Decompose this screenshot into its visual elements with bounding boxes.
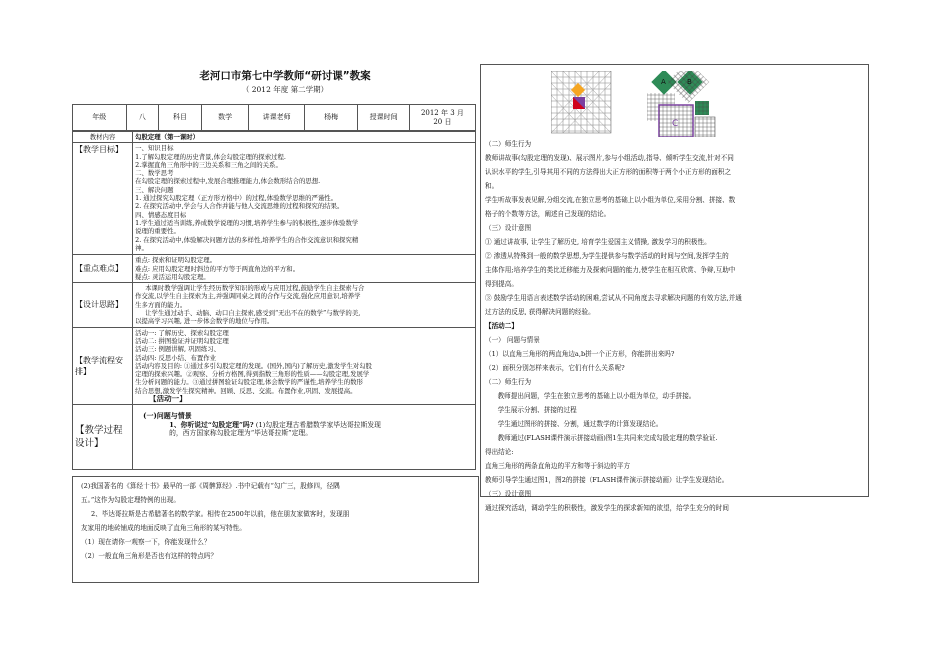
right-line: ② 渗透从特殊到一般的数学思想,为学生提供参与数学活动的时间与空间,发挥学生的 xyxy=(485,252,729,260)
right-line: 得出结论: xyxy=(485,448,514,456)
subject-label: 科目 xyxy=(159,105,202,131)
design-label: 【设计思路】 xyxy=(73,283,133,327)
process-content xyxy=(133,405,476,470)
content-label: 教材内容 xyxy=(73,132,133,143)
right-line: （一） 问题与情景 xyxy=(485,336,540,344)
right-line: 学生展示分割、拼接的过程 xyxy=(485,406,577,414)
right-line: 教师通过(FLASH课件演示拼接动画)图1生共同来完成勾股定理的数学验证. xyxy=(485,434,718,442)
content-title: 勾股定理（第一课时） xyxy=(133,132,476,143)
design-line: 作交流,以学生自主探索为主,并强调同桌之间的合作与交流,强化应用意识,培养学 xyxy=(135,292,361,301)
right-line: 过方法的反思, 获得解决问题的经验。 xyxy=(485,308,595,316)
right-line: 通过探究活动，调动学生的积极性，激发学生的探求新知的欲望，给学生充分的时间 xyxy=(485,504,729,512)
activity-2-label: 【活动二】 xyxy=(485,322,518,330)
bottom-line: 友家用的地砖铺成的地面反映了直角三角形的某写特性。 xyxy=(81,524,246,532)
design-line: 生多方面的能力。 xyxy=(135,300,187,309)
key-label: 【重点难点】 xyxy=(73,255,133,283)
flow-line: 活动三: 例题讲解, 巩固练习、 xyxy=(135,345,221,354)
process-question-1 xyxy=(135,421,473,429)
right-line: 认识水平的学生,引导其用不同的方法得出大正方形的面积等于两个小正方形的面积之 xyxy=(485,168,732,176)
right-line: 学生通过图形的拼接、分割，通过数学的计算发现结论。 xyxy=(485,420,663,428)
bottom-line: （1）现在请你一观察一下，你能发现什么？ xyxy=(81,538,211,546)
goals-line: 2.掌握直角三角形中的三边关系和三角之间的关系。 xyxy=(135,160,282,169)
design-line: 本课时教学强调让学生经历数学知识的形成与应用过程,鼓励学生自主探索与合 xyxy=(145,284,365,293)
process-heading: (一)问题与情景 xyxy=(143,411,192,421)
label-c: C xyxy=(672,119,679,129)
right-line: 教师引导学生通过图1，图2的拼接（FLASH课件演示拼接动画）让学生发现结论。 xyxy=(485,476,729,484)
goals-line: 四、情感态度目标 xyxy=(135,210,187,219)
subject-value: 数学 xyxy=(202,105,249,131)
goals-line: 1.了解勾股定理的历史背景,体会勾股定理的探索过程. xyxy=(135,152,286,161)
design-content xyxy=(133,283,476,327)
right-line: （二）师生行为 xyxy=(485,378,532,386)
goals-line: 在勾股定理的探索过程中,发展合理推理能力,体会数形结合的思想. xyxy=(135,177,321,186)
right-line: ③ 鼓励学生用语言表述数学活动的困难,尝试从不同角度去寻求解决问题的有效方法,并通 xyxy=(485,294,742,302)
key-line: 重点: 探索和证明勾股定理。 xyxy=(135,256,217,265)
right-line: 学生听故事发表见解,分组交流,在独立思考的基础上以小组为单位,采用分割、拼接、数 xyxy=(485,196,736,204)
date-value xyxy=(409,105,475,131)
right-line: （1）以直角三角形的两直角边a,b拼一个正方形，你能拼出来吗? xyxy=(485,350,675,358)
goals-label: 【教学目标】 xyxy=(73,143,133,255)
process-label: 【教学过程设计】 xyxy=(73,405,133,470)
right-line: 主体作用;培养学生的类比迁移能力及探索问题的能力,使学生在相互欣赏、争辩,互助中 xyxy=(485,266,736,274)
right-line: 教师讲故事(勾股定理的发现)、展示图片,参与小组活动,指导、倾听学生交流,针对不同 xyxy=(485,154,734,162)
goals-line: 三、解决问题 xyxy=(135,185,174,194)
goals-line: 二、数学思考 xyxy=(135,169,174,178)
grade-value: 八 xyxy=(126,105,159,131)
flow-line: 定理的探索兴趣。②观察、分析方格图,得到指数三角形的性质——勾股定理,发展学 xyxy=(135,370,370,379)
right-column xyxy=(480,64,869,512)
date-line-2: 20 日 xyxy=(433,117,452,126)
page-subtitle: （ 2012 年度 第二学期） xyxy=(241,85,329,94)
key-content xyxy=(133,255,476,283)
right-line: 得到提高。 xyxy=(485,280,518,288)
activity-1-label: 【活动一】 xyxy=(149,395,187,404)
right-line: 格子的个数等方法，阐述自己发现的结论。 xyxy=(485,210,611,218)
right-line: 教师提出问题，学生在独立思考的基础上以小组为单位，动手拼接。 xyxy=(485,392,696,400)
flow-content xyxy=(133,327,476,405)
date-label: 授课时间 xyxy=(358,105,409,131)
flow-line: 结合思想,激发学生探究精神。回顾、反思、交流。布置作业,巩固、发展提高。 xyxy=(135,386,357,395)
right-line: （三）设计意图 xyxy=(485,224,532,232)
process-question-1-bold: 1、你听说过“勾股定理”吗? xyxy=(169,420,254,429)
flow-line: 活动二: 拼图验证并证明勾股定理 xyxy=(135,336,229,345)
label-a: A xyxy=(661,78,666,86)
teacher-value: 杨梅 xyxy=(304,105,358,131)
pythagoras-figure xyxy=(551,71,771,137)
bottom-line: 2、毕达哥拉斯是古希腊著名的数学家。相传在2500年以前，他在朋友家做客时，发现朋 xyxy=(91,510,350,518)
grade-label: 年级 xyxy=(73,105,127,131)
info-table xyxy=(72,104,476,131)
design-line: 以提高学习兴趣, 进一步体会数学的地位与作用。 xyxy=(135,317,274,326)
goals-line: 1.学生通过适当训练,养成数学说理的习惯,培养学生参与的积极性,逐步体验数学 xyxy=(135,218,359,227)
page-title: 老河口市第七中学教师“研讨课”教案 xyxy=(199,70,371,82)
right-text xyxy=(485,137,865,515)
goals-line: 1. 通过探究勾股定理（正方形方格中）的过程,体验数学思维的严谨性。 xyxy=(135,194,338,203)
key-line: 难点: 应用勾股定理时斜边的平方等于两直角边的平方和。 xyxy=(135,264,300,273)
key-line: 疑点: 灵活运用勾股定理。 xyxy=(135,272,210,281)
goals-line: 说理的重要性。 xyxy=(135,227,180,236)
right-line: （2）面积分别怎样来表示，它们有什么关系呢? xyxy=(485,364,625,372)
goals-line: 2. 在探究活动中,学会与人合作并能与他人交流思维的过程和探究的结果。 xyxy=(135,202,344,211)
bottom-line: （2）一般直角三角形是否也有这样的特点吗？ xyxy=(81,552,218,560)
tile-figure xyxy=(551,71,611,133)
bottom-line: (2)我国著名的《算经十书》最早的一部《周髀算经》.书中记载有“勾广三，股修四，径隅 xyxy=(81,482,340,490)
bottom-continuation xyxy=(72,476,479,583)
date-line-1: 2012 年 3 月 xyxy=(420,109,464,118)
squares-figure xyxy=(647,71,715,137)
bottom-line: 五。”这作为勾股定理特例的出现。 xyxy=(81,496,180,504)
goals-content xyxy=(133,143,476,255)
right-line: 和。 xyxy=(485,182,499,190)
right-line: 直角三角形的两条直角边的平方和等于斜边的平方 xyxy=(485,462,631,470)
process-question-1-line2: 的，西方国家称勾股定理为“毕达哥拉斯”定理。 xyxy=(169,428,313,437)
main-table xyxy=(72,131,476,470)
teacher-label: 讲课老师 xyxy=(249,105,305,131)
flow-line: 活动四: 反思小结、布置作业 xyxy=(135,353,217,362)
right-line: （三）设计意图 xyxy=(485,490,532,498)
design-line: 让学生通过动手、动脑、动口自主探索,感受到“无出不在的数学”与数学的美, xyxy=(145,309,361,318)
right-line: ① 通过讲故事, 让学生了解历史, 培育学生爱国主义情操, 激发学习的积极性。 xyxy=(485,238,711,246)
process-question-1-rest: (1)勾股定理古希腊数学家毕达哥拉斯发现 xyxy=(253,420,381,429)
right-line: （二）师生行为 xyxy=(485,140,532,148)
goals-line: 一、知识目标 xyxy=(135,144,174,153)
flow-line: 活动一: 了解历史、探索勾股定理 xyxy=(135,328,229,337)
label-b: B xyxy=(687,78,692,86)
flow-line: 活动内容及目的: ①通过多引勾股定理的发现。(国外,国内)了解历史,激发学生对勾股 xyxy=(135,361,373,370)
goals-line: 神。 xyxy=(135,243,148,252)
goals-line: 2. 在探究活动中,体验解决问题方法的多样性,培养学生的合作交流意识和探究精 xyxy=(135,235,359,244)
flow-label: 【教学流程安排】 xyxy=(73,327,133,405)
flow-line: 生分析问题的能力。③通过拼图验证勾股定理,体会数学的严谨性,培养学生的数形 xyxy=(135,378,363,387)
